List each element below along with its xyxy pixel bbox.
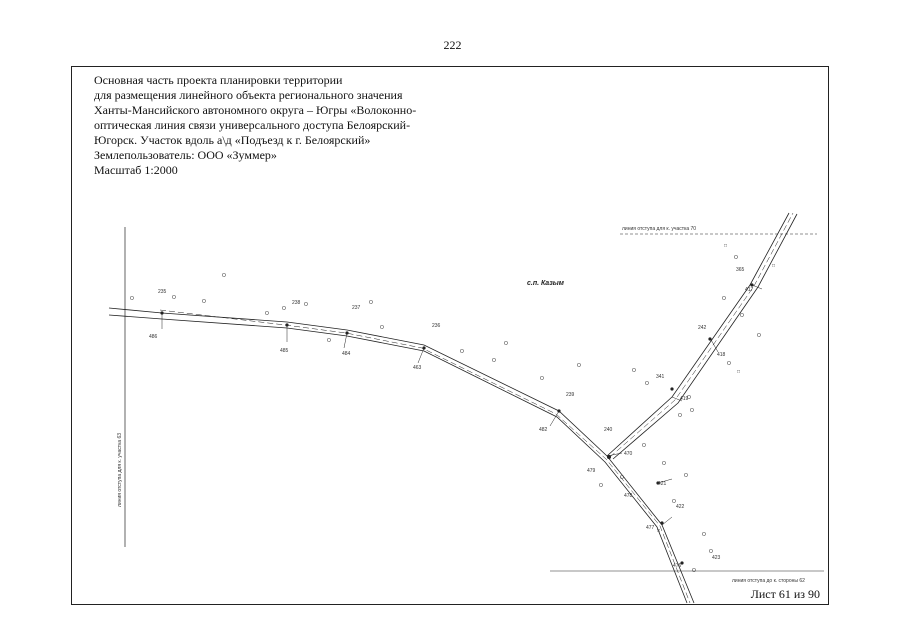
label-365: 365: [736, 267, 745, 273]
label-237: 237: [352, 305, 361, 311]
label-470: 470: [624, 451, 633, 457]
svg-text:□: □: [657, 528, 661, 534]
label-476: 476: [673, 563, 682, 569]
label-236: 236: [432, 323, 441, 329]
label-240: 240: [604, 427, 613, 433]
svg-text:O: O: [369, 300, 373, 306]
label-341: 341: [656, 374, 665, 380]
label-477: 477: [646, 525, 655, 531]
title-line-2: для размещения линейного объекта регионального значения: [94, 88, 403, 102]
label-485: 485: [280, 348, 289, 354]
terrain-symbols: [130, 243, 775, 574]
svg-text:O: O: [202, 299, 206, 305]
svg-text:O: O: [282, 306, 286, 312]
svg-text:O: O: [327, 338, 331, 344]
title-line-5: Югорск. Участок вдоль а\д «Подъезд к г. Белоярский»: [94, 133, 371, 147]
svg-text:O: O: [492, 358, 496, 364]
map-sheet-frame: [71, 66, 829, 605]
svg-text:O: O: [504, 341, 508, 347]
label-486: 486: [149, 334, 158, 340]
sheet-number: Лист 61 из 90: [750, 587, 820, 601]
label-478: 478: [624, 493, 633, 499]
bottom-boundary-label: линия отступа до к. стороны 62: [732, 578, 805, 584]
label-484: 484: [342, 351, 351, 357]
svg-text:O: O: [709, 549, 713, 555]
label-482: 482: [539, 427, 548, 433]
svg-text:O: O: [304, 302, 308, 308]
map-scale: Масштаб 1:2000: [94, 163, 178, 177]
svg-text:O: O: [642, 443, 646, 449]
label-418: 418: [717, 352, 726, 358]
svg-text:O: O: [684, 473, 688, 479]
title-line-3: Ханты-Мансийского автономного округа – Югры «Волоконно-: [94, 103, 417, 117]
svg-text:O: O: [645, 381, 649, 387]
label-242: 242: [698, 325, 707, 331]
page-number: 222: [443, 38, 462, 52]
svg-text:O: O: [734, 255, 738, 261]
svg-text:O: O: [692, 568, 696, 574]
svg-text:O: O: [662, 461, 666, 467]
svg-text:□: □: [772, 263, 776, 269]
svg-text:O: O: [702, 532, 706, 538]
settlement-label: с.п. Казым: [527, 280, 564, 287]
label-423: 423: [712, 555, 721, 561]
svg-text:O: O: [172, 295, 176, 301]
svg-text:O: O: [722, 296, 726, 302]
svg-text:O: O: [540, 376, 544, 382]
svg-text:O: O: [757, 333, 761, 339]
top-boundary-label: линия отступа для к. участка 70: [622, 226, 697, 232]
title-line-1: Основная часть проекта планировки территории: [94, 73, 343, 87]
route-map-drawing: [72, 67, 830, 606]
svg-text:O: O: [460, 349, 464, 355]
label-479: 479: [587, 468, 596, 474]
svg-text:O: O: [687, 395, 691, 401]
label-235: 235: [158, 289, 167, 295]
label-238: 238: [292, 300, 301, 306]
label-417: 417: [745, 287, 754, 293]
svg-text:O: O: [380, 325, 384, 331]
svg-text:□: □: [737, 369, 741, 375]
svg-text:O: O: [672, 499, 676, 505]
svg-text:O: O: [577, 363, 581, 369]
svg-text:O: O: [222, 273, 226, 279]
svg-text:O: O: [740, 313, 744, 319]
land-user: Землепользователь: ООО «Зуммер»: [94, 148, 277, 162]
svg-text:O: O: [632, 368, 636, 374]
label-419: 419: [680, 396, 689, 402]
svg-text:O: O: [678, 413, 682, 419]
label-463: 463: [413, 365, 422, 371]
svg-text:O: O: [599, 483, 603, 489]
title-line-4: оптическая линия связи универсального доступа Белоярский-: [94, 118, 411, 132]
label-239: 239: [566, 392, 575, 398]
label-422: 422: [676, 504, 685, 510]
svg-text:O: O: [690, 408, 694, 414]
label-421: 421: [658, 481, 667, 487]
svg-text:O: O: [265, 311, 269, 317]
left-boundary-label: линия отступа для к. участка 63: [117, 432, 123, 507]
svg-text:□: □: [724, 243, 728, 249]
svg-text:O: O: [620, 475, 624, 481]
svg-text:O: O: [130, 296, 134, 302]
svg-text:O: O: [727, 361, 731, 367]
